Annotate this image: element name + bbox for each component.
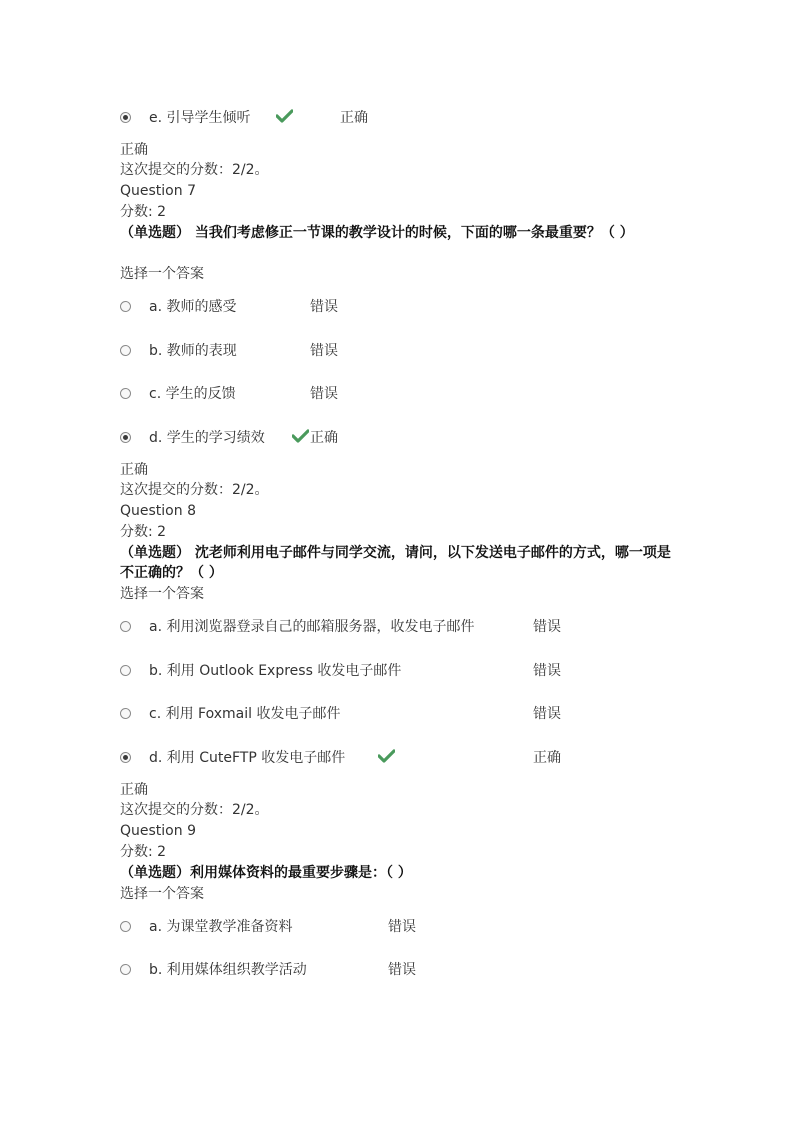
- option-label: a. 利用浏览器登录自己的邮箱服务器，收发电子邮件: [149, 619, 475, 635]
- question-status: 正确: [120, 782, 148, 798]
- radio-icon[interactable]: [120, 301, 131, 312]
- q7-option-d[interactable]: [120, 428, 680, 450]
- check-icon: [292, 429, 309, 443]
- question-points: 分数: 2: [120, 524, 167, 540]
- radio-icon[interactable]: [120, 708, 131, 719]
- option-label: a. 为课堂教学准备资料: [149, 919, 293, 935]
- q9-option-a[interactable]: [120, 917, 680, 939]
- answer-prompt: 选择一个答案: [120, 886, 204, 902]
- q8-option-b[interactable]: [120, 661, 680, 683]
- option-verdict: 错误: [388, 962, 416, 978]
- radio-selected-icon[interactable]: [120, 752, 131, 763]
- radio-icon[interactable]: [120, 621, 131, 632]
- option-verdict: 错误: [310, 343, 338, 359]
- question-number: Question 7: [120, 183, 196, 199]
- option-label: b. 利用媒体组织教学活动: [149, 962, 307, 978]
- option-label: d. 利用 CuteFTP 收发电子邮件: [149, 750, 346, 766]
- option-label: d. 学生的学习绩效: [149, 430, 265, 446]
- option-label: b. 利用 Outlook Express 收发电子邮件: [149, 663, 402, 679]
- option-verdict: 错误: [310, 386, 338, 402]
- question-status: 正确: [120, 142, 148, 158]
- q8-option-c[interactable]: [120, 704, 680, 726]
- option-verdict: 错误: [310, 299, 338, 315]
- submission-score: 这次提交的分数：2/2。: [120, 482, 269, 498]
- answer-prompt: 选择一个答案: [120, 586, 204, 602]
- radio-selected-icon[interactable]: [120, 112, 131, 123]
- option-verdict: 正确: [533, 750, 561, 766]
- question-number: Question 8: [120, 503, 196, 519]
- radio-icon[interactable]: [120, 345, 131, 356]
- question-text: （单选题） 沈老师利用电子邮件与同学交流，请问，以下发送电子邮件的方式，哪一项是不正确的？（ ）: [120, 545, 671, 581]
- q8-option-a[interactable]: [120, 617, 680, 639]
- q6-option-e[interactable]: [120, 108, 680, 130]
- question-text: （单选题） 当我们考虑修正一节课的教学设计的时候，下面的哪一条最重要？（ ）: [120, 225, 634, 241]
- option-verdict: 错误: [533, 663, 561, 679]
- radio-icon[interactable]: [120, 388, 131, 399]
- option-label: a. 教师的感受: [149, 299, 237, 315]
- check-icon: [276, 109, 293, 123]
- q9-option-b[interactable]: [120, 960, 680, 982]
- option-verdict: 正确: [310, 430, 338, 446]
- option-verdict: 错误: [533, 619, 561, 635]
- question-number: Question 9: [120, 823, 196, 839]
- option-verdict: 错误: [533, 706, 561, 722]
- check-icon: [378, 749, 395, 763]
- radio-icon[interactable]: [120, 921, 131, 932]
- radio-icon[interactable]: [120, 665, 131, 676]
- option-label: c. 利用 Foxmail 收发电子邮件: [149, 706, 341, 722]
- submission-score: 这次提交的分数：2/2。: [120, 802, 269, 818]
- question-points: 分数: 2: [120, 204, 167, 220]
- answer-prompt: 选择一个答案: [120, 266, 204, 282]
- radio-icon[interactable]: [120, 964, 131, 975]
- q8-option-d[interactable]: [120, 748, 680, 770]
- q7-option-c[interactable]: [120, 384, 680, 406]
- q7-option-b[interactable]: [120, 341, 680, 363]
- option-label: b. 教师的表现: [149, 343, 237, 359]
- submission-score: 这次提交的分数：2/2。: [120, 162, 269, 178]
- option-verdict: 错误: [388, 919, 416, 935]
- option-label: c. 学生的反馈: [149, 386, 236, 402]
- option-verdict: 正确: [340, 110, 368, 126]
- question-text: （单选题）利用媒体资料的最重要步骤是：（ ）: [120, 865, 412, 881]
- q7-option-a[interactable]: [120, 297, 680, 319]
- option-label: e. 引导学生倾听: [149, 110, 251, 126]
- question-status: 正确: [120, 462, 148, 478]
- radio-selected-icon[interactable]: [120, 432, 131, 443]
- question-points: 分数: 2: [120, 844, 167, 860]
